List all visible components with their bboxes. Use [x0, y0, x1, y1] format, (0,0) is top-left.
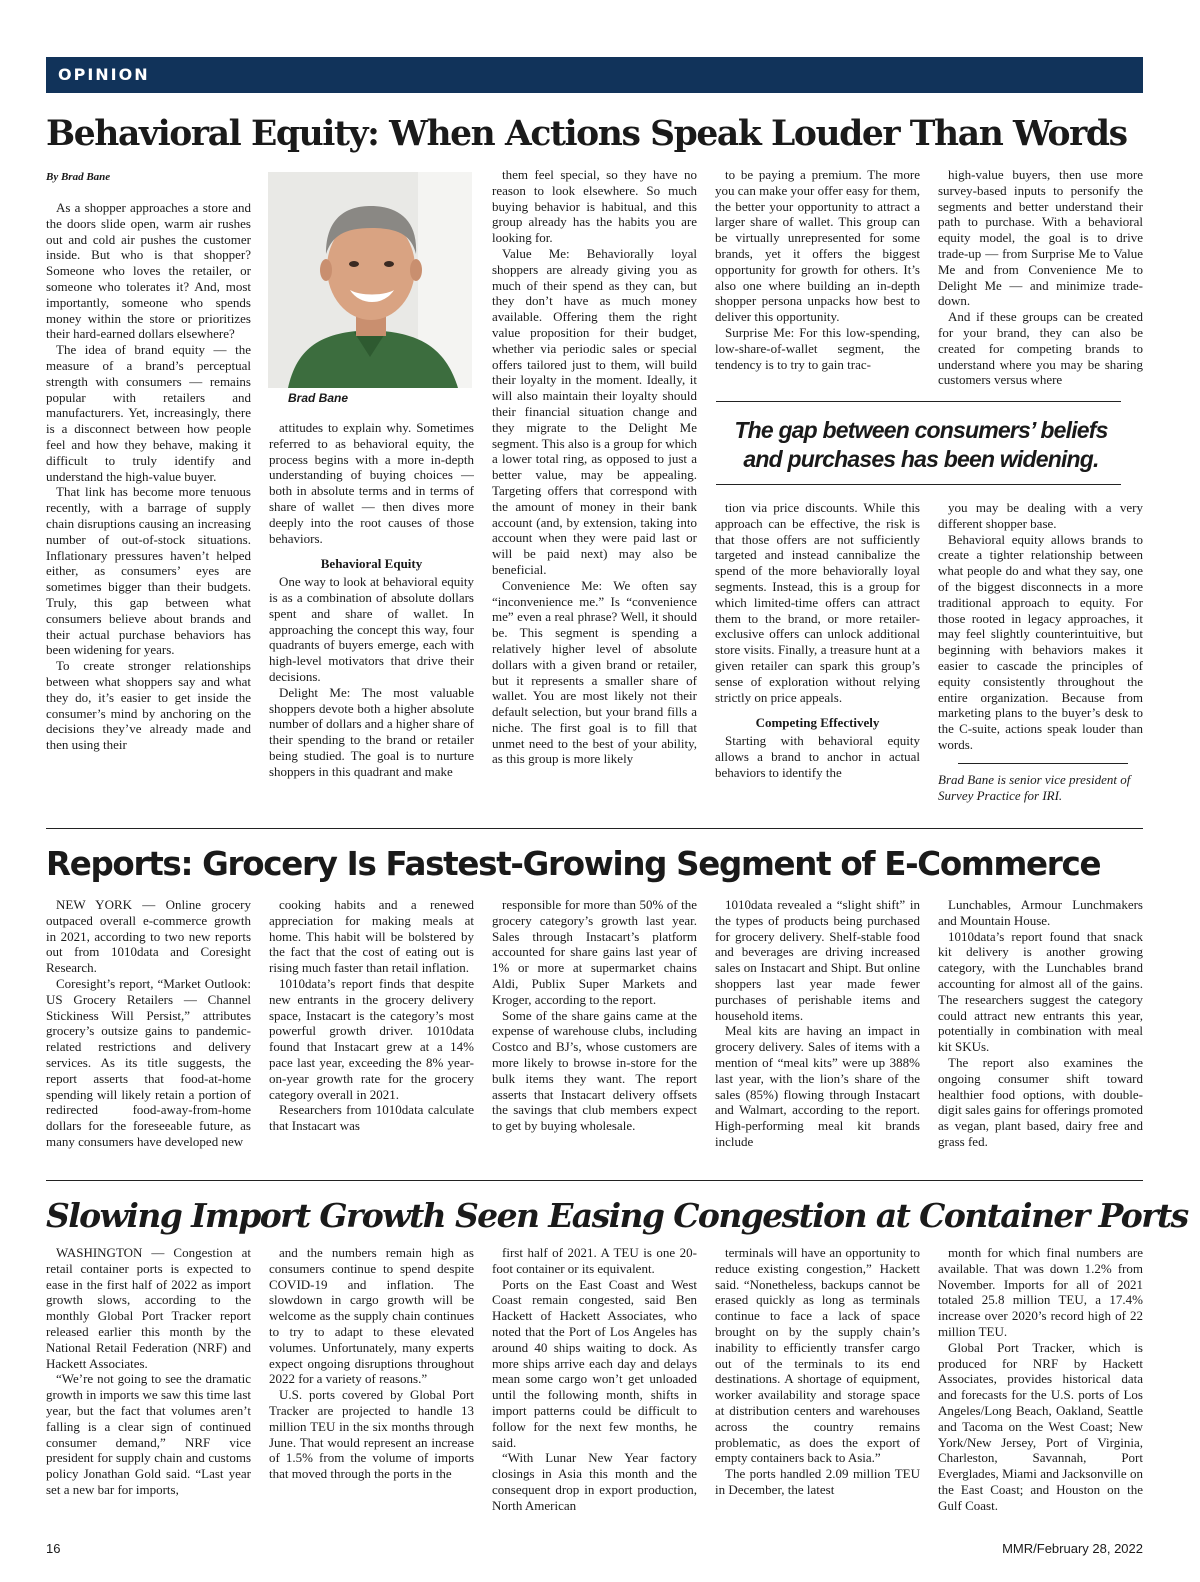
paragraph: tion via price discounts. While this approach can be effective, the risk is that those offers are not sufficiently targeted and instead cannibalize the spend of the more behaviorally loyal segments. Instead, this is a group for which limited-time offers can attract them to the brand, or more retailer-exclusive offers can unlock additional store visits. Finally, a treasure hunt at a given retailer can spark this group’s sense of exploration without relying strictly on price appeals.	[715, 500, 920, 705]
author-bio: Brad Bane is senior vice president of Survey Practice for IRI.	[938, 771, 1131, 803]
article-1-headline: Behavioral Equity: When Actions Speak Louder Than Words	[46, 114, 1127, 154]
section-banner	[46, 57, 1143, 93]
paragraph: attitudes to explain why. Sometimes referred to as behavioral equity, the process begins with a more in-depth understanding of buying choices — both in absolute terms and in terms of share of wallet — then dives more deeply into the root causes of those behaviors.	[269, 420, 474, 546]
bio-rule	[958, 763, 1128, 764]
paragraph: Ports on the East Coast and West Coast remain congested, said Ben Hackett of Hackett Associates, who noted that the Port of Los Angeles has around 40 ships waiting to dock. As more ships arrive each day and delays mean some cargo won’t get unloaded until the following month, shifts in import patterns could be difficult to follow for the next few months, he said.	[492, 1276, 697, 1450]
a1-col3	[492, 167, 697, 820]
a1-col4-bottom-a	[715, 500, 920, 705]
paragraph: Lunchables, Armour Lunchmakers and Mountain House.	[938, 897, 1143, 928]
paragraph: The report also examines the ongoing consumer shift toward healthier food options, with double-digit sales gains for offerings promoted as vegan, plant based, dairy free and grass fed.	[938, 1054, 1143, 1149]
a3-col5	[938, 1245, 1143, 1535]
paragraph: Researchers from 1010data calculate that Instacart was	[269, 1102, 474, 1134]
paragraph: 1010data’s report found that snack kit delivery is another growing category, with the Lunchables brand accounting for almost all of the gains. The researchers suggest the category could attract new entrants this year, potentially in combination with meal kit SKUs.	[938, 928, 1143, 1055]
pull-quote-line-2: and purchases has been widening.	[743, 446, 1099, 472]
paragraph: Surprise Me: For this low-spending, low-share-of-wallet segment, the tendency is to try to gain trac-	[715, 324, 920, 372]
a1-col4-bottom-b	[715, 733, 920, 780]
paragraph: cooking habits and a renewed appreciation for making meals at home. This habit will be bolstered by the fact that the cost of eating out is rising much faster than retail inflation.	[269, 897, 474, 976]
paragraph: Delight Me: The most valuable shoppers devote both a higher absolute number of dollars and a higher share of their spending to the brand or retailer being studied. The goal is to nurture shoppers in this quadrant and make	[269, 684, 474, 779]
a1-col4-bottom	[715, 500, 920, 820]
paragraph: Convenience Me: We often say “inconvenience me.” Is “convenience me” even a real phrase? Well, it should be. This segment is spending a relatively higher level of absolute dollars with a given brand or retailer, but it represents a smaller share of wallet. You are most likely not their default selection, but your brand fills a niche. The first goal is to fill that unmet need to the best of your ability, as this group is more likely	[492, 577, 697, 767]
paragraph: Global Port Tracker, which is produced for NRF by Hackett Associates, provides historical data and forecasts for the U.S. ports of Los Angeles/Long Beach, Oakland, Seattle and Tacoma on the West Coast; New York/New Jersey, Port of Virginia, Charleston, Savannah, Port Everglades, Miami and Jacksonville on the East Coast; and Houston on the Gulf Coast.	[938, 1339, 1143, 1513]
paragraph: and the numbers remain high as consumers continue to spend despite COVID-19 and inflation. The slowdown in cargo growth will be welcome as the supply chain continues to try to adapt to these elevated volumes. Unfortunately, many experts expect ongoing disruptions throughout 2022 for a variety of reasons.”	[269, 1245, 474, 1387]
paragraph: 1010data’s report finds that despite new entrants in the grocery delivery space, Instacart is the category’s most powerful growth driver. 1010data found that Instacart grew at a 14% pace last year, exceeding the 8% year-on-year growth rate for the grocery category overall in 2021.	[269, 975, 474, 1102]
a1-col1	[46, 200, 251, 820]
divider-2	[46, 1180, 1143, 1181]
paragraph: month for which final numbers are available. That was down 1.2% from November. Imports for all of 2021 totaled 25.8 million TEU, a 17.4% increase over 2020’s record high of 22 million TEU.	[938, 1245, 1143, 1339]
byline: By Brad Bane	[46, 171, 111, 183]
paragraph: And if these groups can be created for your brand, they can also be created for competing brands to understand where you may be sharing customers versus where	[938, 309, 1143, 388]
pull-quote-line-1: The gap between consumers’ beliefs	[734, 417, 1108, 443]
a2-col4	[715, 897, 920, 1169]
a2-col1	[46, 897, 251, 1169]
paragraph: The idea of brand equity — the measure of a brand’s perceptual strength with consumers — remains popular with retailers and manufacturers. Yet, increasingly, there is a disconnect between how people feel and how they behave, making it difficult to truly identify and understand the high-value buyer.	[46, 342, 251, 484]
paragraph: Coresight’s report, “Market Outlook: US Grocery Retailers — Channel Stickiness Will Persist,” attributes grocery’s outsize gains to pandemic-related restrictions and delivery services. As its title suggests, the report asserts that food-at-home spending will likely retain a portion of redirected food-away-from-home dollars for the foreseeable future, as many consumers have developed new	[46, 975, 251, 1149]
author-portrait-image	[268, 172, 472, 388]
paragraph: terminals will have an opportunity to reduce existing congestion,” Hackett said. “Nonetheless, backups cannot be erased quickly as long as terminals continue to face a lack of space brought on by the supply chain’s inability to efficiently transfer cargo out of the terminals to its end destinations. A shortage of equipment, worker availability and storage space at distribution centers and warehouses across the country remains problematic, as does the export of empty containers back to Asia.”	[715, 1245, 920, 1466]
a3-col2	[269, 1245, 474, 1535]
a1-col5-bottom-text	[938, 500, 1143, 753]
paragraph: Value Me: Behaviorally loyal shoppers are already giving you as much of their spend as they can, but they don’t have as much money available. Offering them the right value proposition for their budget, whether via periodic sales or special offers tailored just to them, will build their loyalty in the moment. Ideally, it will also maintain their loyalty should their financial situation change and they migrate to the Delight Me segment. This also is a group for which a lower total ring, as opposed to just a better value, may be appealing. Targeting offers that correspond with the amount of money in their bank account (and, by extension, taking into account when they were paid last or will be paid next) may also be beneficial.	[492, 245, 697, 577]
paragraph: Meal kits are having an impact in grocery delivery. Sales of items with a mention of “meal kits” were up 388% last year, with the lion’s share of the sales (85%) flowing through Instacart and Walmart, according to the report. High-performing meal kit brands include	[715, 1023, 920, 1149]
a3-col3	[492, 1245, 697, 1535]
subhead-competing-effectively: Competing Effectively	[755, 715, 880, 731]
paragraph: “We’re not going to see the dramatic growth in imports we saw this time last year, but the fact that volumes aren’t falling is a clear sign of continued consumer demand,” NRF vice president for supply chain and customs policy Jonathan Gold said. “Last year set a new bar for imports,	[46, 1371, 251, 1497]
page-number: 16	[46, 1541, 61, 1556]
a2-col5	[938, 897, 1143, 1169]
a3-col1	[46, 1245, 251, 1535]
a1-col5-top	[938, 167, 1143, 389]
paragraph: U.S. ports covered by Global Port Tracker are projected to handle 13 million TEU in the six months through June. That would represent an increase of 1.5% from the volume of imports that moved through the ports in the	[269, 1387, 474, 1482]
paragraph: One way to look at behavioral equity is as a combination of absolute dollars spent and share of wallet. In approaching the concept this way, four quadrants of buyers emerge, each with high-level motivators that drive their decisions.	[269, 574, 474, 684]
paragraph: WASHINGTON — Congestion at retail container ports is expected to ease in the first half of 2022 as import growth slows, according to the monthly Global Port Tracker report released earlier this month by the National Retail Federation (NRF) and Hackett Associates.	[46, 1245, 251, 1371]
a3-col4	[715, 1245, 920, 1535]
paragraph: That link has become more tenuous recently, with a barrage of supply chain disruptions causing an increasing number of out-of-stock situations. Inflationary pressures haven’t helped either, as consumers’ eyes are sometimes bigger than their budgets. Truly, this gap between what consumers believe about brands and their actual purchase behaviors has been widening for years.	[46, 484, 251, 658]
paragraph: high-value buyers, then use more survey-based inputs to personify the segments and better understand their path to purchase. With a behavioral equity model, the goal is to drive trade-up — from Surprise Me to Value Me and from Convenience Me to Delight Me — and minimize trade-down.	[938, 167, 1143, 309]
paragraph: them feel special, so they have no reason to look elsewhere. So much buying behavior is habitual, and this group already has the habits you are looking for.	[492, 167, 697, 246]
a1-col2-bottom	[269, 574, 474, 779]
paragraph: NEW YORK — Online grocery outpaced overall e-commerce growth in 2021, according to two new reports out from 1010data and Coresight Research.	[46, 897, 251, 976]
paragraph: Starting with behavioral equity allows a brand to anchor in actual behaviors to identify the	[715, 733, 920, 780]
divider-1	[46, 828, 1143, 829]
pull-quote	[716, 416, 1126, 474]
paragraph: To create stronger relationships between what shoppers say and what they do, it’s easier to get inside the consumer’s mind by anchoring on the decisions they’ve already made and then using their	[46, 658, 251, 753]
pull-quote-bottom-rule	[716, 484, 1121, 485]
paragraph: Some of the share gains came at the expense of warehouse clubs, including Costco and BJ’s, whose customers are more likely to browse in-store for the bulk items they want. The report asserts that Instacart delivery offsets the savings that club members expect to get by buying wholesale.	[492, 1007, 697, 1134]
paragraph: As a shopper approaches a store and the doors slide open, warm air rushes out and cold air pushes the customer inside. But who is that shopper? Someone who loves the retailer, or someone who tolerates it? And, most importantly, someone who spends money within the store or prioritizes their hard-earned dollars elsewhere?	[46, 200, 251, 342]
paragraph: “With Lunar New Year factory closings in Asia this month and the consequent drop in export production, North American	[492, 1450, 697, 1513]
a1-col5-bottom	[938, 500, 1143, 820]
article-3-headline: Slowing Import Growth Seen Easing Congestion at Container Ports	[46, 1196, 1188, 1235]
a1-col2-top	[269, 420, 474, 546]
pull-quote-top-rule	[716, 401, 1121, 402]
paragraph: The ports handled 2.09 million TEU in December, the latest	[715, 1466, 920, 1497]
subhead-behavioral-equity: Behavioral Equity	[320, 556, 423, 572]
photo-caption: Brad Bane	[288, 391, 349, 405]
paragraph: 1010data revealed a “slight shift” in the types of products being purchased for grocery delivery. Shelf-stable food and beverages are driving increased sales on Instacart and Shipt. But online shoppers last year made fewer purchases of perishable items and household items.	[715, 897, 920, 1023]
a1-col4-top	[715, 167, 920, 389]
paragraph: you may be dealing with a very different shopper base.	[938, 500, 1143, 531]
a2-col2	[269, 897, 474, 1169]
a1-col2	[269, 420, 474, 820]
paragraph: Behavioral equity allows brands to create a tighter relationship between what people do and what they say, one of the biggest disconnects in a more traditional approach to equity. For those rooted in legacy approaches, it may feel slightly counterintuitive, but beginning with behaviors makes it easier to cascade the principles of equity consistently throughout the entire organization. Because from marketing plans to the buyer’s desk to the C-suite, actions speak louder than words.	[938, 531, 1143, 752]
publication-date: MMR/February 28, 2022	[1002, 1541, 1143, 1556]
paragraph: to be paying a premium. The more you can make your offer easy for them, the better your opportunity to attract a larger share of wallet. This group can be virtually unrepresented for some brands, yet it offers the biggest opportunity for growth for others. It’s also one where building an in-depth shopper persona unpacks how best to deliver this opportunity.	[715, 167, 920, 325]
article-2-headline: Reports: Grocery Is Fastest-Growing Segment of E-Commerce	[46, 845, 1101, 883]
paragraph: first half of 2021. A TEU is one 20-foot container or its equivalent.	[492, 1245, 697, 1276]
section-label: OPINION	[58, 65, 150, 84]
a2-col3	[492, 897, 697, 1169]
paragraph: responsible for more than 50% of the grocery category’s growth last year. Sales through Instacart’s platform accounted for share gains last year of 1% or more at supermarket chains Aldi, Publix Super Markets and Kroger, according to the report.	[492, 897, 697, 1007]
author-photo	[268, 172, 472, 388]
